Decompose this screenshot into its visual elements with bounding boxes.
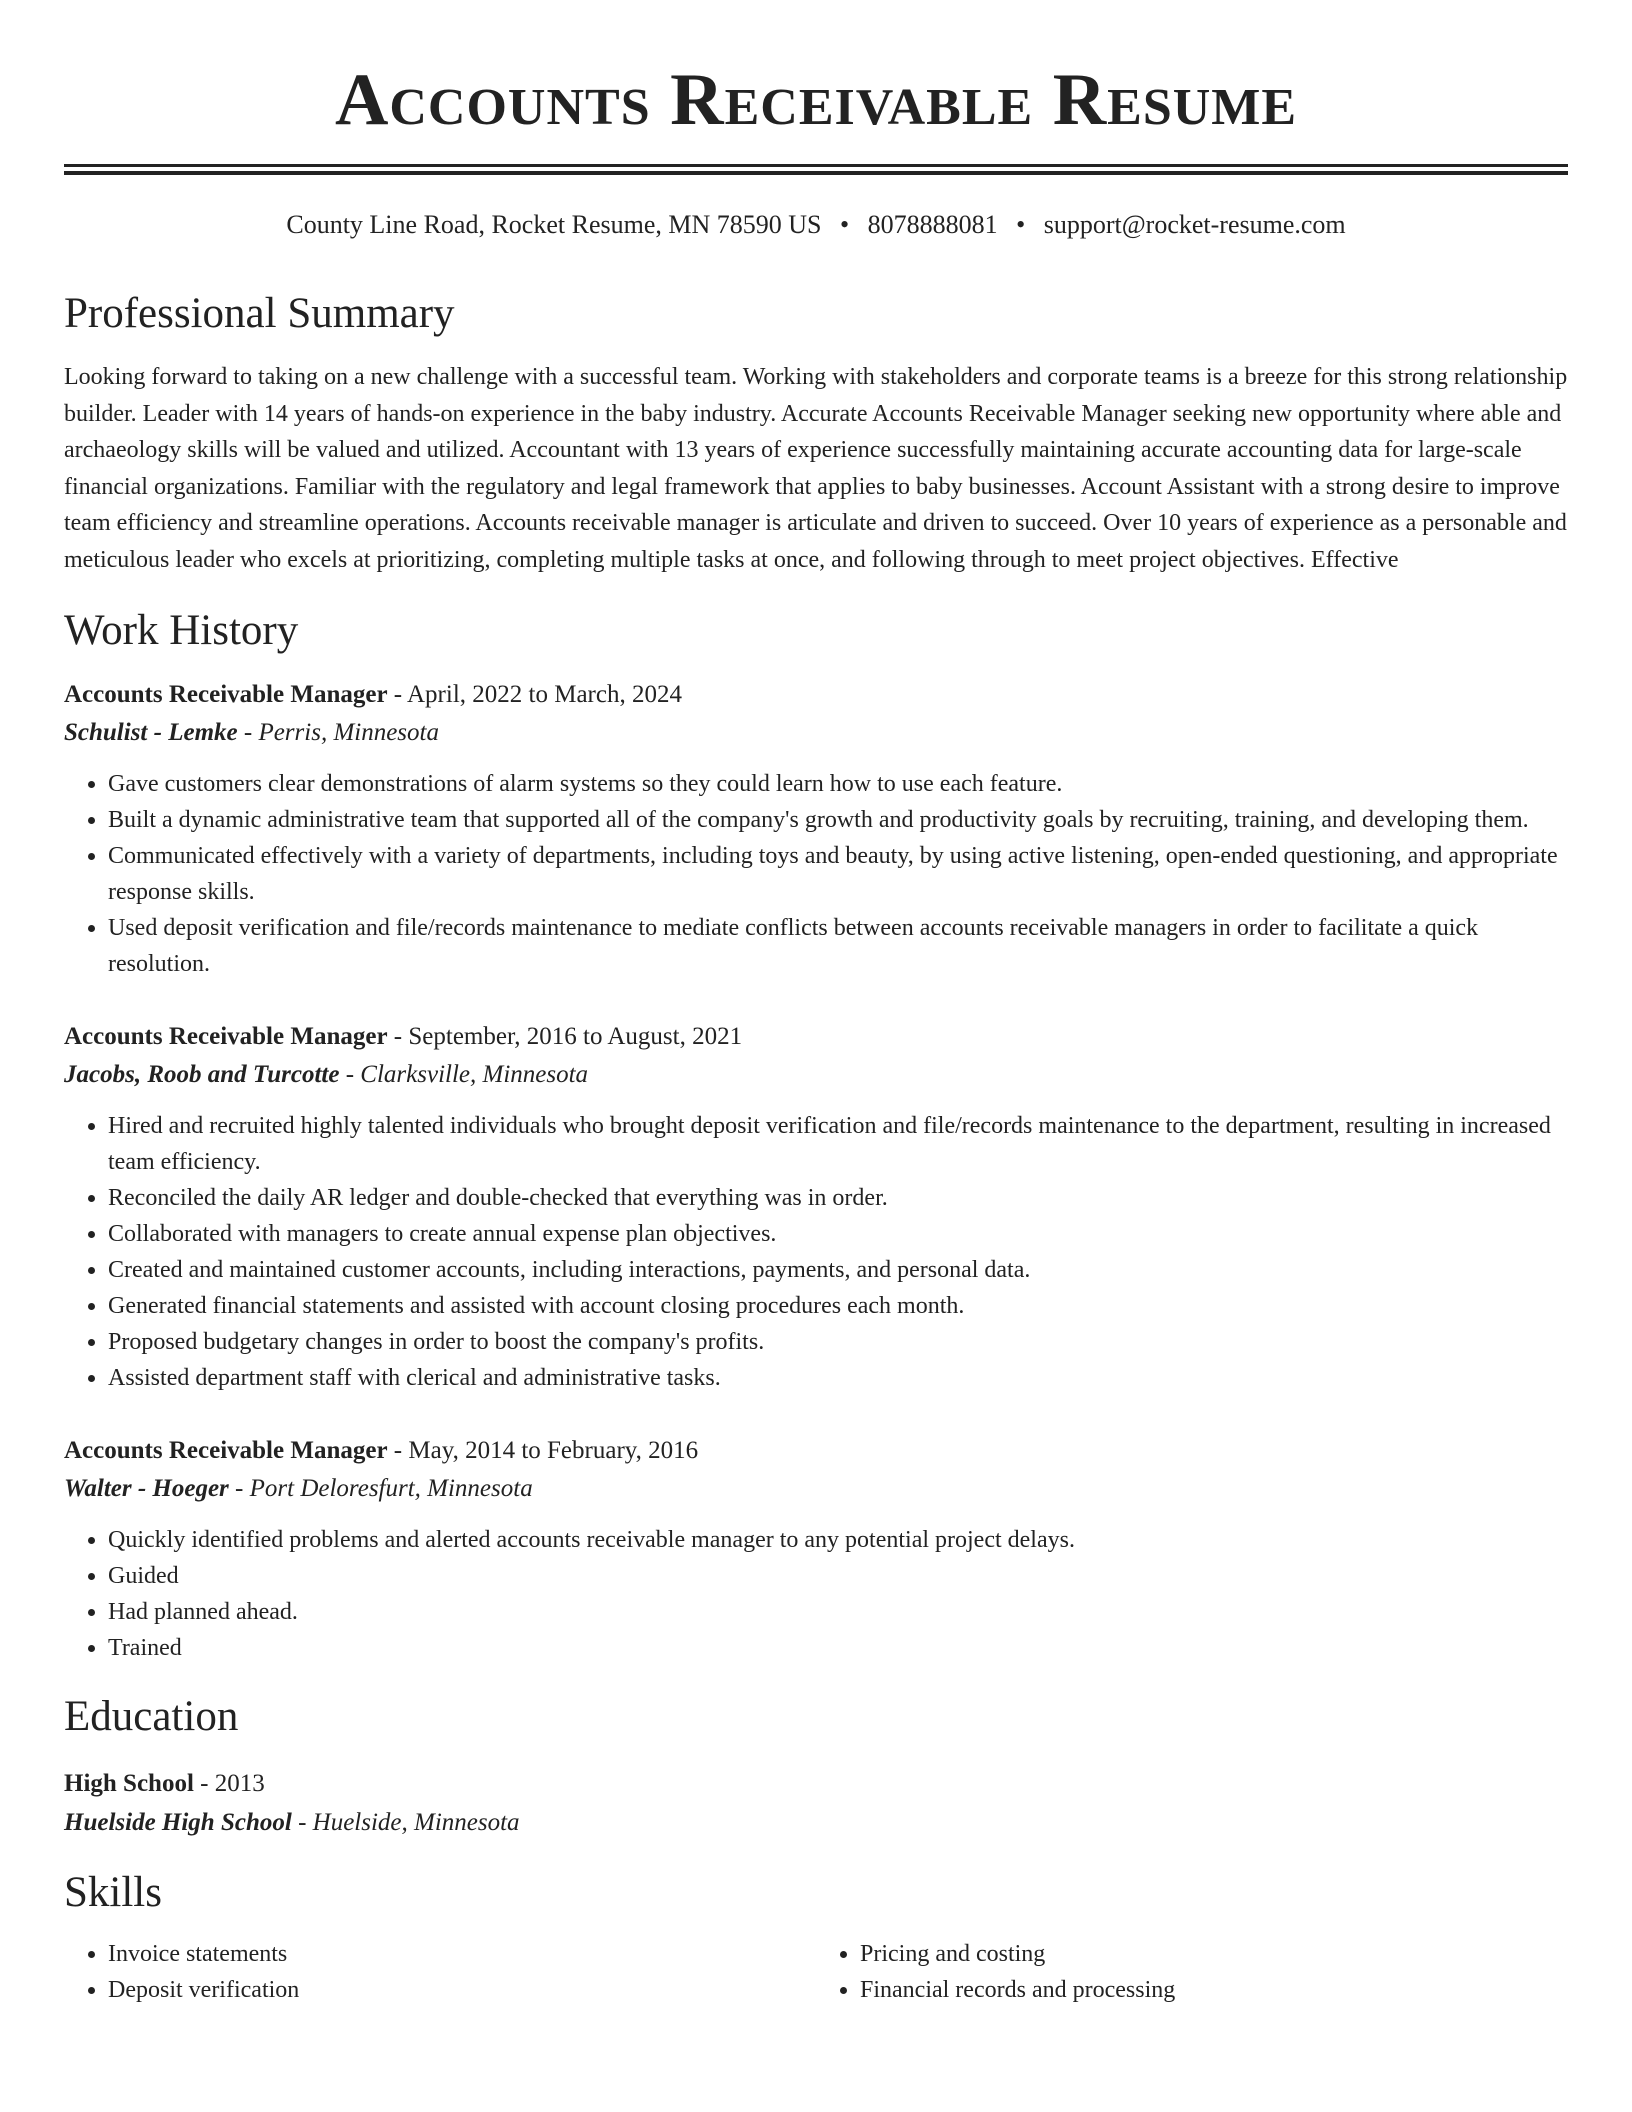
contact-phone: 8078888081 (867, 210, 998, 239)
job-title-line (64, 676, 1568, 714)
summary-heading: Professional Summary (64, 290, 455, 337)
job-bullet: • Hired and recruited highly talented individuals who brought deposit verification and file/records maintenance to the department, resulting in increased team efficiency. (108, 1108, 1568, 1180)
skill-item: • Financial records and processing (860, 1972, 1568, 2008)
skills-column-right (816, 1936, 1568, 2008)
job-bullet: • Quickly identified problems and alerted accounts receivable manager to any potential project delays. (108, 1522, 1568, 1558)
employer-location: Port Deloresfurt, Minnesota (249, 1475, 533, 1502)
employer-name: Schulist - Lemke (64, 719, 238, 746)
dash-separator: - (237, 719, 259, 746)
job-dates: May, 2014 to February, 2016 (408, 1437, 699, 1464)
skill-item: • Pricing and costing (860, 1936, 1568, 1972)
employer-name: Walter - Hoeger (64, 1475, 229, 1502)
degree: High School (64, 1770, 194, 1797)
education-entry (64, 1764, 1568, 1842)
dash-separator: - (387, 681, 407, 708)
job-title: Accounts Receivable Manager (64, 681, 388, 708)
employer-name: Jacobs, Roob and Turcotte (64, 1061, 340, 1088)
skill-item: • Deposit verification (108, 1972, 816, 2008)
skills-list (64, 1930, 1568, 2008)
job-bullet: • Trained (108, 1630, 1568, 1666)
employer-location: Clarksville, Minnesota (360, 1061, 589, 1088)
job-bullets (64, 1522, 1568, 1666)
job-bullet: • Collaborated with managers to create annual expense plan objectives. (108, 1216, 1568, 1252)
school-location: Huelside, Minnesota (312, 1809, 520, 1836)
job-entry (64, 676, 1568, 982)
school-name: Huelside High School (64, 1809, 292, 1836)
contact-separator: • (1016, 210, 1026, 239)
school-line (64, 1804, 1568, 1842)
job-bullet: • Communicated effectively with a variety of departments, including toys and beauty, by using active listening, open-ended questioning, and appropriate response skills. (108, 838, 1568, 910)
job-bullet: • Assisted department staff with clerical and administrative tasks. (108, 1360, 1568, 1396)
job-bullet: • Had planned ahead. (108, 1594, 1568, 1630)
degree-line (64, 1764, 1568, 1804)
job-entry (64, 1432, 1568, 1666)
dash-separator: - (228, 1475, 250, 1502)
graduation-year: 2013 (214, 1770, 265, 1797)
job-title: Accounts Receivable Manager (64, 1437, 388, 1464)
job-title: Accounts Receivable Manager (64, 1023, 388, 1050)
job-bullets (64, 1108, 1568, 1396)
employer-location: Perris, Minnesota (258, 719, 439, 746)
contact-email: support@rocket-resume.com (1043, 210, 1346, 239)
employer-line (64, 1470, 1568, 1508)
skills-heading: Skills (64, 1869, 162, 1916)
job-bullet: • Guided (108, 1558, 1568, 1594)
contact-address: County Line Road, Rocket Resume, MN 78590 US (286, 210, 822, 239)
job-title-line (64, 1432, 1568, 1470)
job-dates: September, 2016 to August, 2021 (408, 1023, 743, 1050)
employer-line (64, 714, 1568, 752)
title-divider (64, 164, 1568, 167)
contact-separator: • (840, 210, 850, 239)
dash-separator: - (387, 1437, 409, 1464)
education-heading: Education (64, 1693, 239, 1740)
dash-separator: - (193, 1770, 215, 1797)
skill-item: • Invoice statements (108, 1936, 816, 1972)
job-dates: April, 2022 to March, 2024 (407, 681, 682, 708)
job-bullet: • Used deposit verification and file/records maintenance to mediate conflicts between accounts receivable managers in order to facilitate a quick resolution. (108, 910, 1568, 982)
dash-separator: - (387, 1023, 409, 1050)
employer-line (64, 1056, 1568, 1094)
job-bullet: • Gave customers clear demonstrations of alarm systems so they could learn how to use each feature. (108, 766, 1568, 802)
job-bullet: • Proposed budgetary changes in order to boost the company's profits. (108, 1324, 1568, 1360)
work-history-heading: Work History (64, 607, 299, 654)
job-bullet: • Reconciled the daily AR ledger and double-checked that everything was in order. (108, 1180, 1568, 1216)
dash-separator: - (291, 1809, 313, 1836)
job-entry (64, 1018, 1568, 1396)
job-bullets (64, 766, 1568, 982)
skills-column-left (64, 1936, 816, 2008)
job-bullet: • Created and maintained customer accounts, including interactions, payments, and personal data. (108, 1252, 1568, 1288)
document-title: Accounts Receivable Resume (334, 59, 1298, 141)
job-title-line (64, 1018, 1568, 1056)
contact-line (64, 207, 1568, 243)
dash-separator: - (339, 1061, 361, 1088)
job-bullet: • Generated financial statements and assisted with account closing procedures each month. (108, 1288, 1568, 1324)
summary-text: Looking forward to taking on a new challenge with a successful team. Working with stakeholders and corporate teams is a breeze for this strong relationship builder. Leader with 14 years of hands-on experience in the baby industry. Accurate Accounts Receivable Manager seeking new opportunity where able and archaeology skills will be valued and utilized. Accountant with 13 years of experience successfully maintaining accurate accounting data for large-scale financial organizations. Familiar with the regulatory and legal framework that applies to baby businesses. Account Assistant with a strong desire to improve team efficiency and streamline operations. Accounts receivable manager is articulate and driven to succeed. Over 10 years of experience as a personable and meticulous leader who excels at prioritizing, completing multiple tasks at once, and following through to meet project objectives. Effective (64, 364, 1568, 573)
job-bullet: • Built a dynamic administrative team that supported all of the company's growth and productivity goals by recruiting, training, and developing them. (108, 802, 1568, 838)
